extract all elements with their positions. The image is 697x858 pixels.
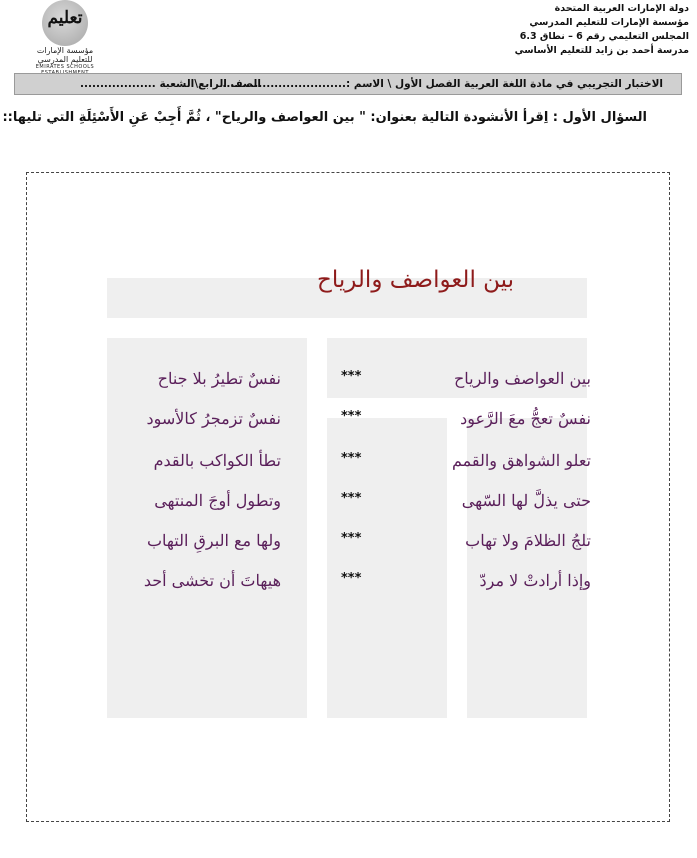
header-council: المجلس التعليمي رقم 6 – نطاق 6.3 (519, 31, 689, 42)
poem-line (27, 409, 669, 439)
poem-line-first-hemistich: تعلو الشواهق والقمم (451, 451, 591, 470)
poem-line-second-hemistich: نفسٌ تزمجرُ كالأسود (146, 409, 281, 428)
poem-separator: *** (341, 451, 362, 466)
poem-line (27, 491, 669, 521)
poem-line-second-hemistich: نفسٌ تطيرُ بلا جناح (157, 369, 281, 388)
poem-line (27, 571, 669, 601)
header-country: دولة الإمارات العربية المتحدة (554, 3, 689, 14)
exam-title-bar (14, 73, 682, 95)
poem-separator: *** (341, 531, 362, 546)
school-header (439, 2, 689, 58)
poem-separator: *** (341, 571, 362, 586)
logo-emblem-icon (42, 0, 88, 46)
poem-line-first-hemistich: وإذا أرادتْ لا مردّ (479, 571, 591, 590)
class-section-field: الصف الرابع\الشعبة ................... (80, 78, 261, 90)
poem-line-second-hemistich: تطأ الكواكب بالقدم (153, 451, 281, 470)
question-one: السؤال الأول : اِقرأ الأنشودة التالية بعنوان: " بين العواصف والرياح" ، ثُمَّ أَجِبْ عَنِ الأَسْئِلَةِ التي تليها:: (2, 110, 647, 125)
poem-line-second-hemistich: وتطول أوجَ المنتهى (154, 491, 281, 510)
poem-line-first-hemistich: بين العواصف والرياح (453, 369, 591, 388)
header-school: مدرسة أحمد بن زايد للتعليم الأساسي (514, 45, 689, 56)
poem-line (27, 451, 669, 481)
poem-separator: *** (341, 491, 362, 506)
poem-line (27, 369, 669, 399)
poem-line-second-hemistich: هيهاتَ أن تخشى أحد (143, 571, 281, 590)
poem-box (26, 172, 670, 822)
poem-separator: *** (341, 369, 362, 384)
logo-english-line-1: EMIRATES SCHOOLS (35, 64, 95, 70)
exam-title-and-name-field: الاختبار التجريبي في مادة اللغة العربية الفصل الأول \ الاسم :............................... (222, 78, 663, 90)
poem-line (27, 531, 669, 561)
poem-line-first-hemistich: تلجُ الظلامَ ولا تهاب (465, 531, 591, 550)
poem-title: بين العواصف والرياح (316, 267, 514, 293)
poem-line-first-hemistich: حتى يذلَّ لها السّهى (461, 491, 591, 510)
logo-arabic-name: مؤسسة الإمارات للتعليم المدرسي (36, 46, 94, 64)
poem-separator: *** (341, 409, 362, 424)
establishment-logo (30, 0, 100, 70)
logo-word: تعليم (47, 8, 83, 28)
poem-line-second-hemistich: ولها مع البرقِ التهاب (146, 531, 281, 550)
header-establishment: مؤسسة الإمارات للتعليم المدرسي (529, 17, 689, 28)
poem-line-first-hemistich: نفسٌ تعجُّ معَ الرَّعود (460, 409, 591, 428)
